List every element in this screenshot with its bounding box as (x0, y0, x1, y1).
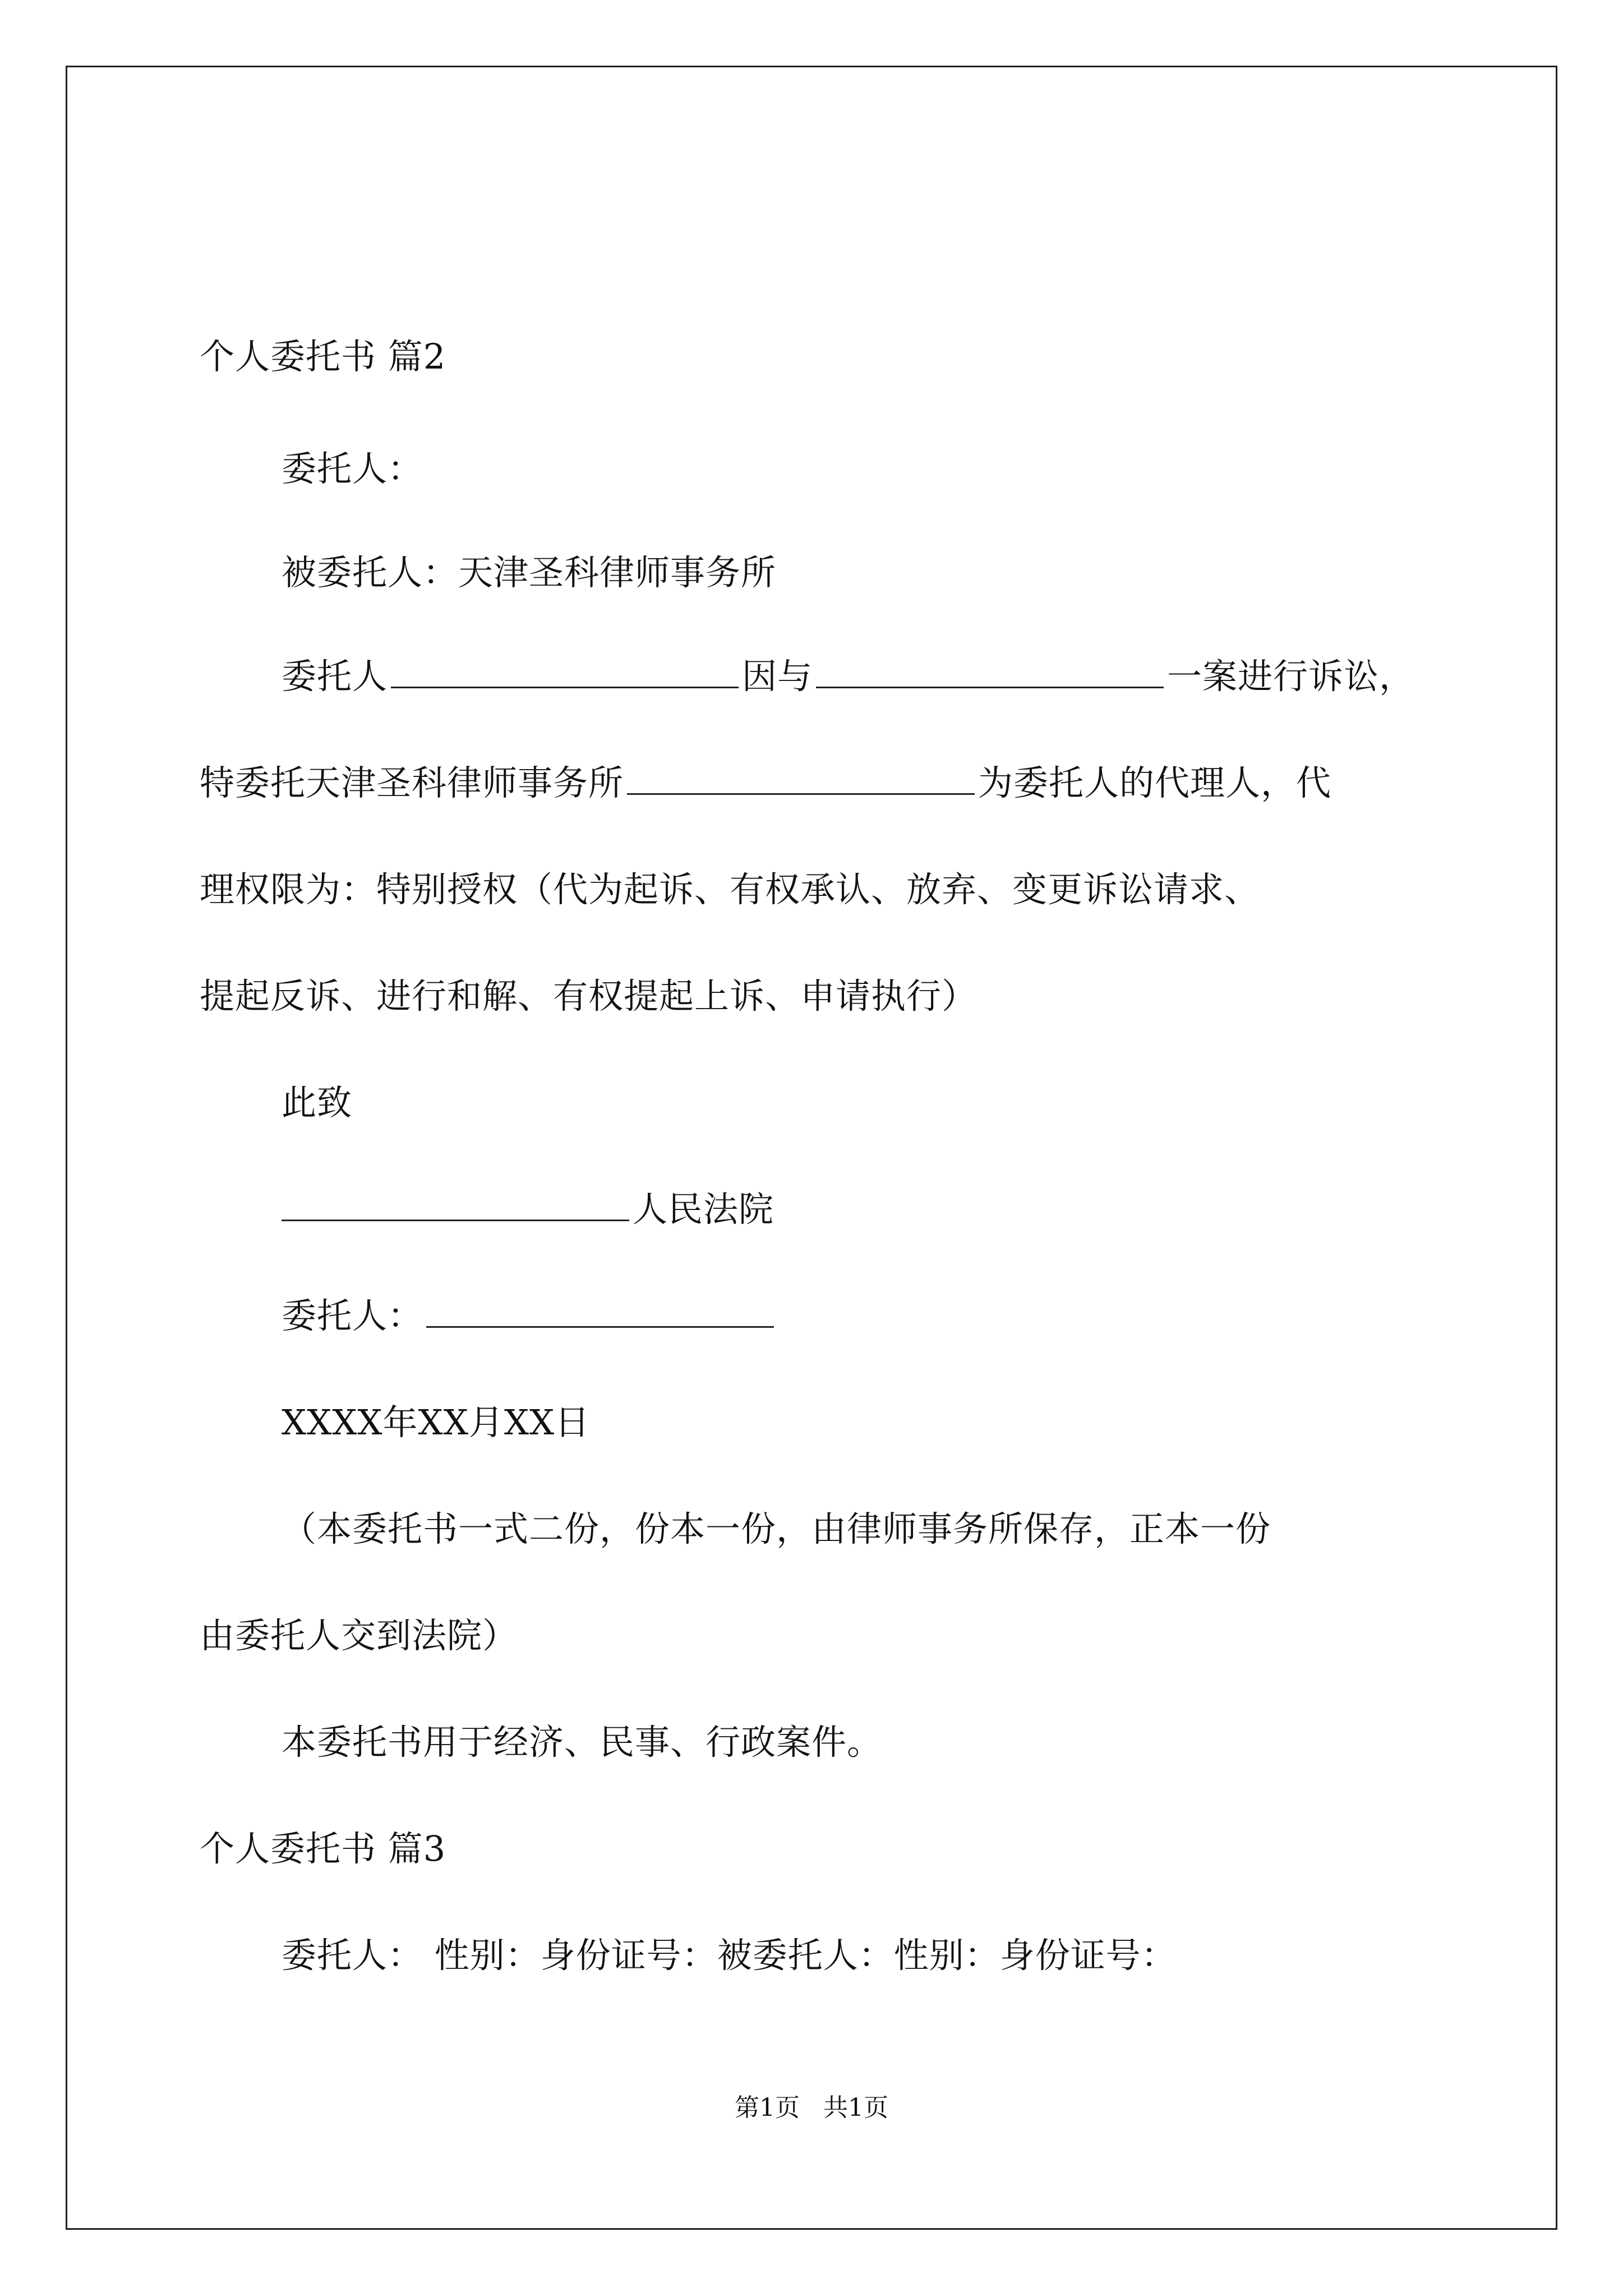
signature-blank (426, 1326, 774, 1328)
body-line-2-part-a: 特委托天津圣科律师事务所 (200, 762, 624, 803)
body-line-1-part-b: 因与 (742, 656, 813, 697)
court-suffix: 人民法院 (633, 1189, 774, 1230)
section-3-title: 个人委托书 篇3 (200, 1828, 446, 1869)
principal-name-blank (391, 686, 739, 688)
section-3-fields: 委托人： 性别：身份证号：被委托人：性别：身份证号： (282, 1935, 1177, 1976)
usage-line: 本委托书用于经济、民事、行政案件。 (282, 1722, 883, 1763)
note-line-1: （本委托书一式二份，份本一份，由律师事务所保存，正本一份 (282, 1508, 1271, 1549)
court-name-blank (282, 1219, 629, 1221)
signature-line (282, 1295, 777, 1336)
page-border (66, 66, 1557, 2230)
body-line-1-part-a: 委托人 (282, 656, 388, 697)
body-line-1-part-c: 一案进行诉讼， (1167, 656, 1415, 697)
agent-line: 被委托人：天津圣科律师事务所 (282, 552, 777, 593)
salutation: 此致 (282, 1082, 353, 1123)
opponent-name-blank (816, 686, 1164, 688)
date-line: XXXX年XX月XX日 (282, 1402, 591, 1443)
court-line (282, 1189, 774, 1230)
body-line-4: 提起反诉、进行和解、有权提起上诉、申请执行） (200, 976, 978, 1016)
body-line-2-part-b: 为委托人的代理人，代 (978, 762, 1332, 803)
principal-label: 委托人： (282, 448, 423, 489)
page-footer: 第1页 共1页 (735, 2093, 888, 2122)
signature-label: 委托人： (282, 1295, 423, 1336)
lawyer-name-blank (627, 793, 975, 795)
body-line-1 (282, 656, 1415, 697)
section-2-title: 个人委托书 篇2 (200, 336, 446, 377)
note-line-2: 由委托人交到法院） (200, 1615, 518, 1656)
body-line-3: 理权限为：特别授权（代为起诉、有权承认、放弃、变更诉讼请求、 (200, 869, 1260, 910)
body-line-2 (200, 762, 1332, 803)
